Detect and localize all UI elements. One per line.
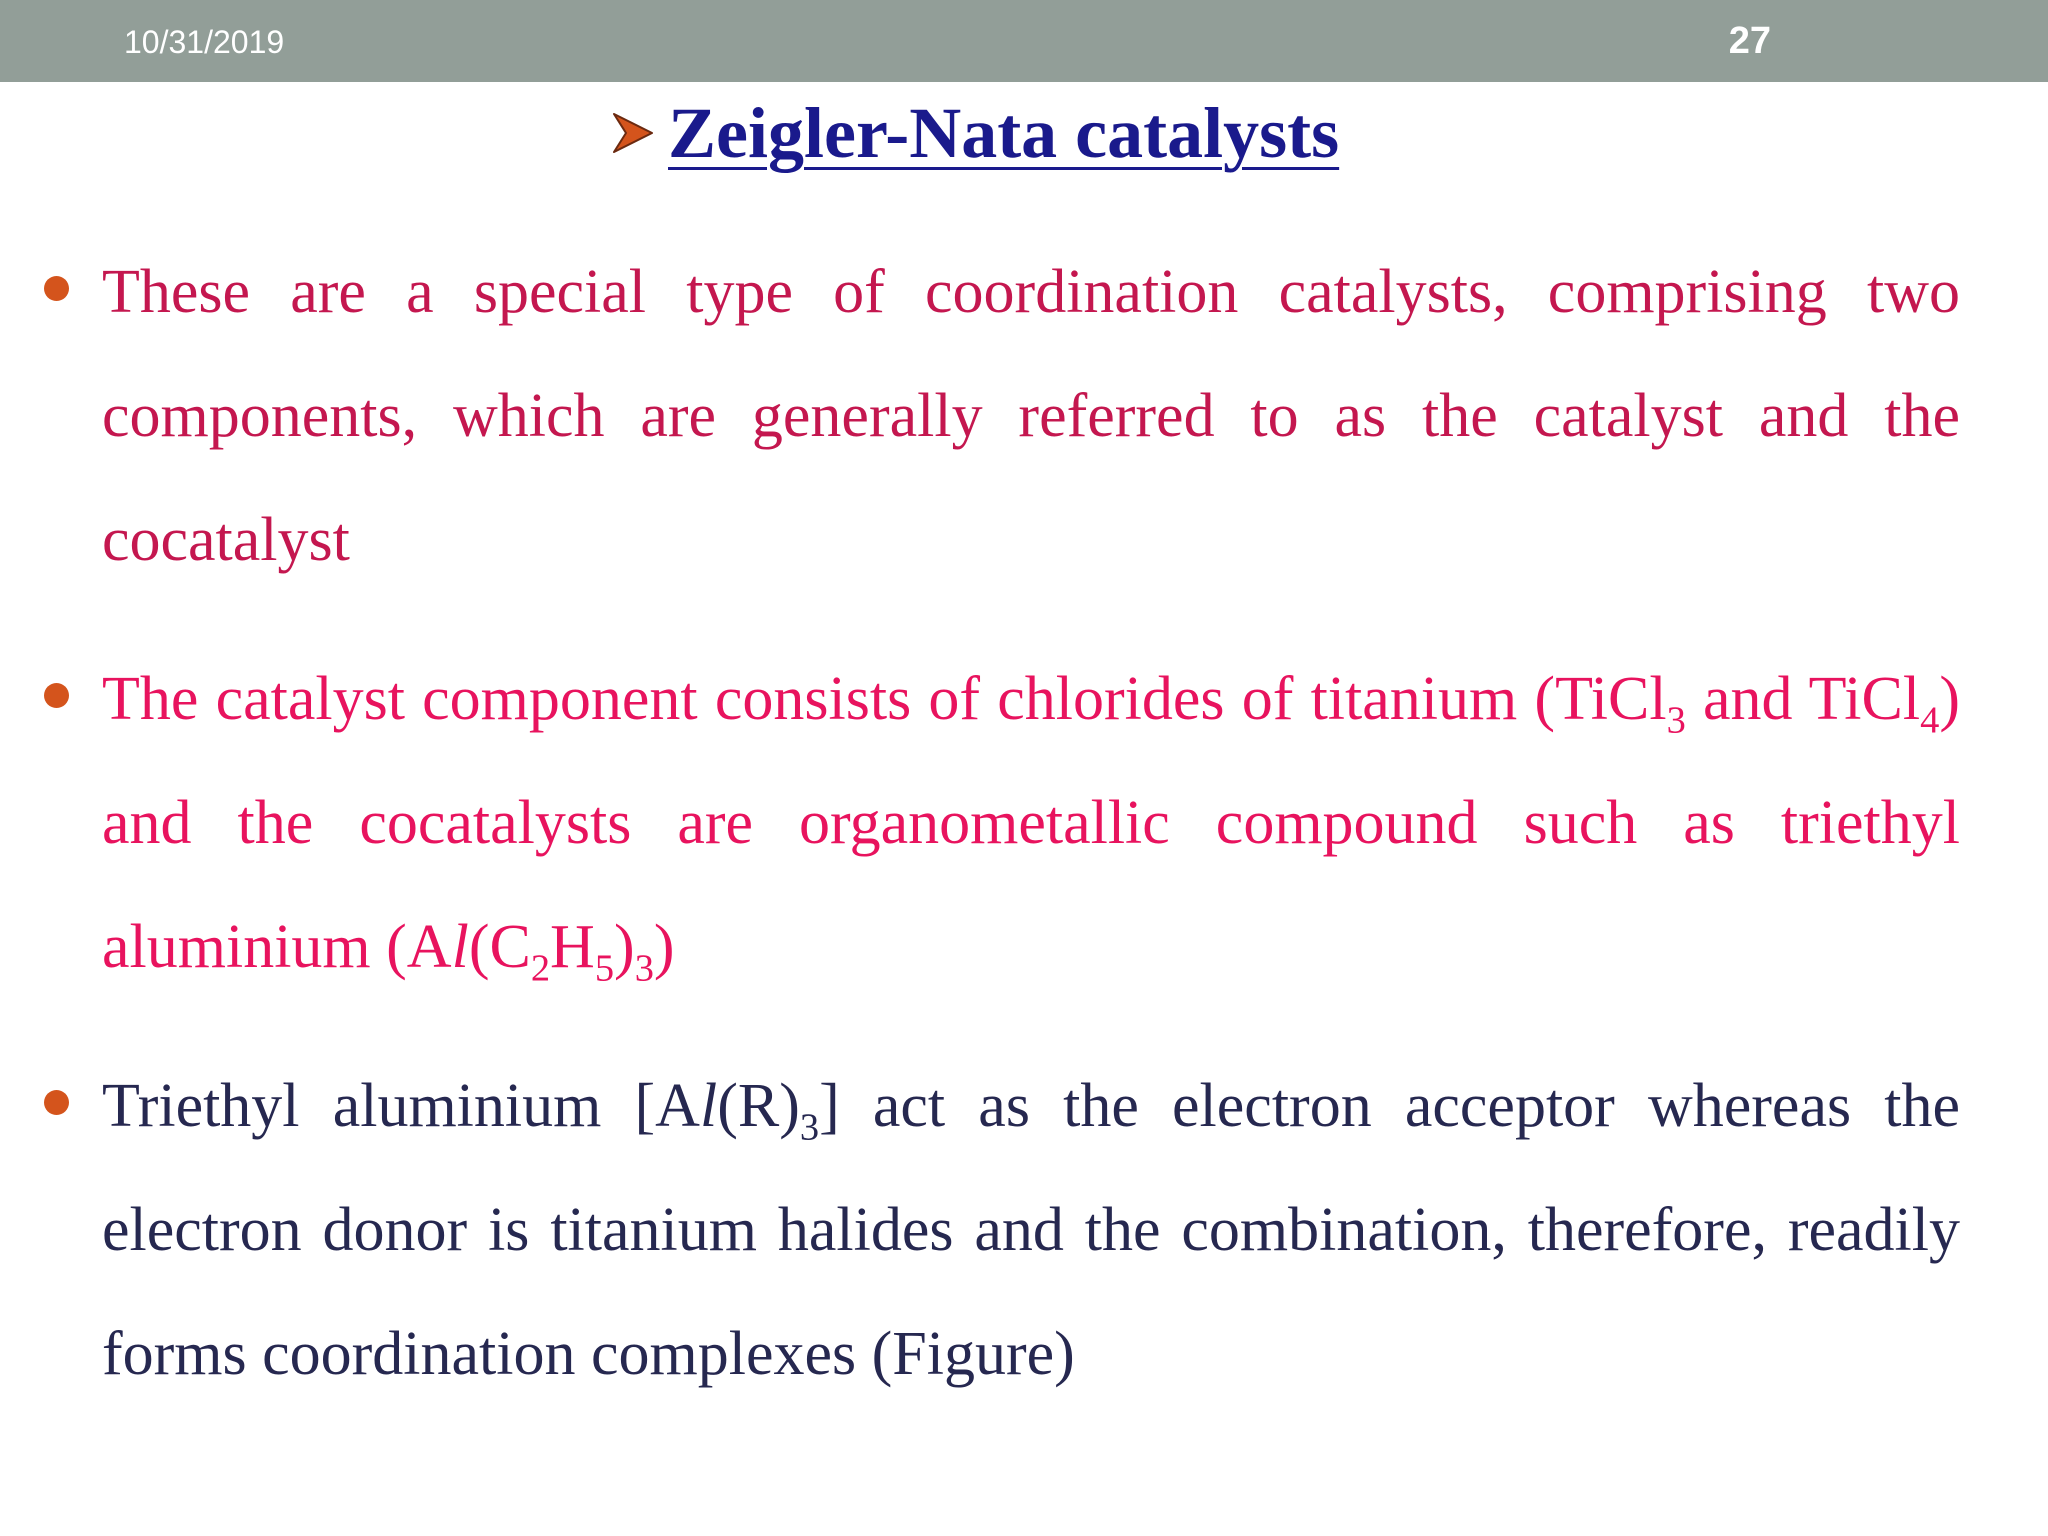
slide-page-number: 27 xyxy=(1728,20,1771,62)
text-run: (R) xyxy=(717,1072,800,1140)
subscript: 5 xyxy=(594,947,615,990)
title-block xyxy=(610,88,1339,178)
text-run: ) and the cocatalysts are organometallic compound such as triethyl aluminium (A xyxy=(102,665,1960,981)
text-run: (C xyxy=(468,913,531,981)
subscript: 3 xyxy=(634,947,654,990)
bullet-text xyxy=(102,1072,1960,1388)
text-run: ) xyxy=(614,913,635,981)
slide-date: 10/31/2019 xyxy=(124,24,285,60)
text-run: ] act as the electron acceptor whereas the electron donor is titanium halides and the combination, therefore, readily forms coordination complexes (Figure) xyxy=(102,1072,1961,1388)
text-run: ) xyxy=(653,913,675,981)
arrow-bullet-icon xyxy=(610,108,656,158)
italic-run: l xyxy=(699,1072,718,1140)
italic-run: l xyxy=(451,913,469,981)
header-bar xyxy=(0,0,2048,82)
bullet-item xyxy=(40,1044,1960,1416)
subscript: 3 xyxy=(799,1106,820,1149)
bullet-list xyxy=(40,230,1960,1451)
bullet-item xyxy=(40,230,1960,602)
text-run: Triethyl aluminium [A xyxy=(102,1072,700,1140)
bullet-item xyxy=(40,637,1960,1009)
bullet-dot-icon xyxy=(44,276,69,301)
subscript: 2 xyxy=(530,947,551,990)
text-run: and TiCl xyxy=(1685,665,1921,733)
text-run: The catalyst component consists of chlorides of titanium (TiCl xyxy=(102,665,1667,733)
bullet-text xyxy=(102,665,1960,990)
subscript: 3 xyxy=(1666,699,1686,742)
bullet-text: These are a special type of coordination catalysts, comprising two components, which are generally referred to as the catalyst and the cocatalyst xyxy=(102,258,1960,574)
text-run: H xyxy=(550,913,595,981)
bullet-dot-icon xyxy=(44,683,69,708)
subscript: 4 xyxy=(1920,699,1940,742)
slide-title: Zeigler-Nata catalysts xyxy=(668,93,1340,173)
bullet-dot-icon xyxy=(44,1090,69,1115)
